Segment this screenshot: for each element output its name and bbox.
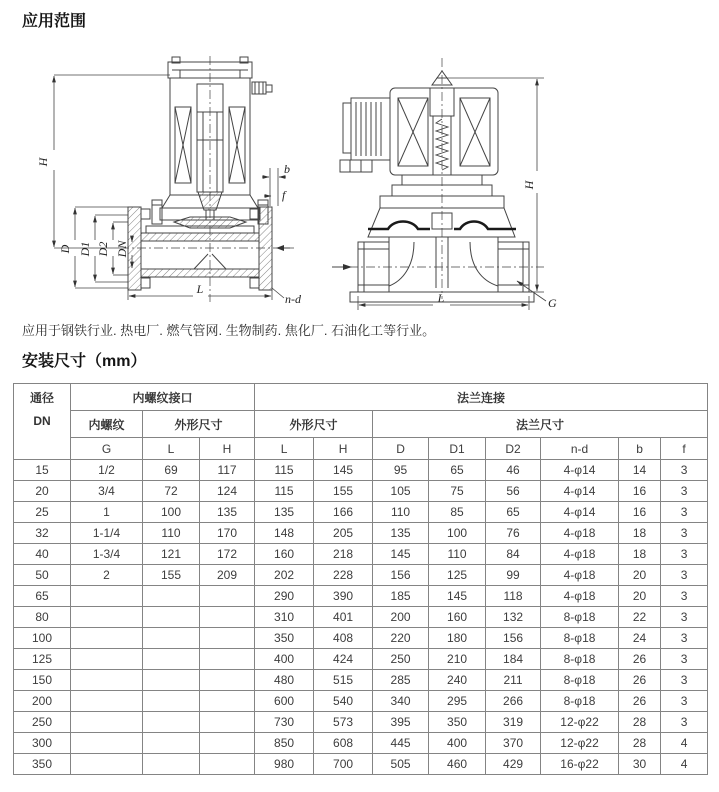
table-cell (200, 649, 255, 670)
table-cell: 1-1/4 (71, 523, 143, 544)
table-cell (71, 649, 143, 670)
table-cell: 30 (619, 754, 661, 775)
coil-connector (252, 82, 272, 94)
table-cell: 20 (619, 565, 661, 586)
table-row (14, 481, 708, 502)
table-cell: 1 (71, 502, 143, 523)
table-cell: 350 (255, 628, 314, 649)
table-cell: 170 (200, 523, 255, 544)
table-cell: 4 (661, 754, 708, 775)
header-flange-size: 法兰尺寸 (373, 411, 708, 438)
col-G: G (71, 438, 143, 460)
col-D2: D2 (486, 438, 541, 460)
table-cell: 172 (200, 544, 255, 565)
table-cell: 220 (373, 628, 429, 649)
table-cell: 95 (373, 460, 429, 481)
table-cell: 3 (661, 481, 708, 502)
table-cell: 1/2 (71, 460, 143, 481)
section-title-application-range: 应用范围 (22, 13, 87, 30)
table-cell: 390 (314, 586, 373, 607)
table-cell (200, 733, 255, 754)
table-cell: 100 (143, 502, 200, 523)
table-cell: 211 (486, 670, 541, 691)
section-title-install-dimensions: 安装尺寸（mm） (22, 353, 147, 370)
table-cell: 4-φ18 (541, 544, 619, 565)
table-cell: 460 (429, 754, 486, 775)
table-cell: 573 (314, 712, 373, 733)
table-cell: 115 (255, 460, 314, 481)
table-cell: 200 (373, 607, 429, 628)
table-cell: 166 (314, 502, 373, 523)
table-cell (71, 691, 143, 712)
table-cell: 250 (14, 712, 71, 733)
table-cell: 3 (661, 691, 708, 712)
table-cell: 429 (486, 754, 541, 775)
header-flange-outline: 外形尺寸 (255, 411, 373, 438)
dimensions-table (13, 383, 708, 775)
table-cell (71, 628, 143, 649)
table-cell: 205 (314, 523, 373, 544)
dim-label-D2: D2 (96, 241, 110, 257)
table-cell (200, 586, 255, 607)
table-cell: 4-φ18 (541, 523, 619, 544)
table-cell: 608 (314, 733, 373, 754)
table-cell: 135 (200, 502, 255, 523)
table-cell: 20 (14, 481, 71, 502)
table-cell: 218 (314, 544, 373, 565)
table-cell: 24 (619, 628, 661, 649)
table-cell: 1-3/4 (71, 544, 143, 565)
table-cell: 40 (14, 544, 71, 565)
flanged-valve-drawing (28, 50, 320, 316)
dim-label-b: b (284, 162, 290, 176)
table-cell: 85 (429, 502, 486, 523)
table-cell (71, 733, 143, 754)
table-cell (143, 670, 200, 691)
table-cell: 3 (661, 460, 708, 481)
table-cell: 3 (661, 628, 708, 649)
dim-label-L: L (437, 291, 445, 305)
table-cell (143, 712, 200, 733)
table-cell: 290 (255, 586, 314, 607)
dim-label-f: f (282, 188, 286, 202)
solenoid-coil (390, 88, 498, 175)
table-cell: 65 (429, 460, 486, 481)
table-cell: 118 (486, 586, 541, 607)
table-cell: 84 (486, 544, 541, 565)
col-f: f (661, 438, 708, 460)
table-cell: 20 (619, 586, 661, 607)
table-row (14, 712, 708, 733)
table-cell: 3 (661, 670, 708, 691)
table-cell: 72 (143, 481, 200, 502)
table-cell: 4-φ14 (541, 481, 619, 502)
table-cell: 285 (373, 670, 429, 691)
table-cell: 250 (373, 649, 429, 670)
header-dn-line2: DN (33, 414, 51, 428)
dim-label-G: G (548, 296, 557, 310)
table-cell: 185 (373, 586, 429, 607)
header-dn-line1: 通径 (29, 391, 54, 405)
table-row (14, 523, 708, 544)
col-D: D (373, 438, 429, 460)
table-cell: 26 (619, 670, 661, 691)
table-cell: 135 (255, 502, 314, 523)
dim-label-DN: DN (115, 240, 129, 258)
table-cell: 32 (14, 523, 71, 544)
table-cell: 210 (429, 649, 486, 670)
table-cell: 310 (255, 607, 314, 628)
col-nd: n-d (541, 438, 619, 460)
table-row (14, 733, 708, 754)
table-cell: 16 (619, 481, 661, 502)
table-cell: 350 (429, 712, 486, 733)
table-cell: 160 (429, 607, 486, 628)
table-cell: 56 (486, 481, 541, 502)
table-cell (200, 691, 255, 712)
table-cell: 46 (486, 460, 541, 481)
nd-leader (272, 288, 284, 298)
table-cell: 110 (373, 502, 429, 523)
table-cell: 28 (619, 733, 661, 754)
table-row (14, 586, 708, 607)
table-cell: 4-φ14 (541, 502, 619, 523)
header-flange-group: 法兰连接 (255, 384, 708, 411)
table-cell: 148 (255, 523, 314, 544)
table-cell (200, 670, 255, 691)
table-cell: 156 (373, 565, 429, 586)
table-cell: 400 (255, 649, 314, 670)
table-cell: 4-φ18 (541, 565, 619, 586)
table-cell: 80 (14, 607, 71, 628)
table-row (14, 670, 708, 691)
table-cell: 3 (661, 607, 708, 628)
table-cell (71, 586, 143, 607)
table-cell: 228 (314, 565, 373, 586)
table-cell: 15 (14, 460, 71, 481)
col-L-thread: L (143, 438, 200, 460)
table-cell: 184 (486, 649, 541, 670)
table-cell: 22 (619, 607, 661, 628)
table-cell (143, 691, 200, 712)
table-cell: 76 (486, 523, 541, 544)
table-cell (200, 628, 255, 649)
col-D1: D1 (429, 438, 486, 460)
table-row (14, 628, 708, 649)
table-cell: 202 (255, 565, 314, 586)
coil-connector (340, 98, 390, 172)
table-cell: 160 (255, 544, 314, 565)
header-thread-group: 内螺纹接口 (71, 384, 255, 411)
table-cell: 50 (14, 565, 71, 586)
table-cell: 12-φ22 (541, 733, 619, 754)
table-cell: 121 (143, 544, 200, 565)
dim-label-H: H (36, 157, 50, 167)
table-row (14, 502, 708, 523)
header-dn (14, 384, 71, 460)
table-cell: 408 (314, 628, 373, 649)
table-cell: 26 (619, 649, 661, 670)
table-cell: 115 (255, 481, 314, 502)
plunger (198, 192, 222, 210)
table-cell: 400 (429, 733, 486, 754)
table-cell (71, 670, 143, 691)
table-cell: 132 (486, 607, 541, 628)
table-cell: 266 (486, 691, 541, 712)
dim-label-D: D (58, 244, 72, 254)
table-cell: 16-φ22 (541, 754, 619, 775)
table-cell: 980 (255, 754, 314, 775)
table-cell (71, 607, 143, 628)
table-cell: 99 (486, 565, 541, 586)
table-cell (200, 712, 255, 733)
table-cell (200, 607, 255, 628)
table-cell: 110 (143, 523, 200, 544)
col-H-flange: H (314, 438, 373, 460)
table-cell: 480 (255, 670, 314, 691)
table-cell: 4-φ18 (541, 586, 619, 607)
table-cell: 401 (314, 607, 373, 628)
table-cell: 65 (486, 502, 541, 523)
table-cell: 25 (14, 502, 71, 523)
table-cell: 75 (429, 481, 486, 502)
table-cell: 145 (373, 544, 429, 565)
table-cell: 3 (661, 523, 708, 544)
flow-arrow (276, 245, 290, 251)
table-cell: 3 (661, 586, 708, 607)
table-cell: 69 (143, 460, 200, 481)
header-thread-outline: 外形尺寸 (143, 411, 255, 438)
table-cell: 850 (255, 733, 314, 754)
dim-label-nd: n-d (285, 292, 301, 306)
table-cell: 319 (486, 712, 541, 733)
diaphragm (368, 222, 516, 230)
table-row (14, 691, 708, 712)
table-cell: 3/4 (71, 481, 143, 502)
table-row (14, 754, 708, 775)
table-cell (71, 712, 143, 733)
table-row (14, 607, 708, 628)
table-cell: 209 (200, 565, 255, 586)
table-cell (200, 754, 255, 775)
table-cell: 700 (314, 754, 373, 775)
table-cell: 155 (314, 481, 373, 502)
table-cell: 600 (255, 691, 314, 712)
table-cell: 3 (661, 649, 708, 670)
table-cell (143, 649, 200, 670)
table-cell: 3 (661, 712, 708, 733)
table-cell: 3 (661, 502, 708, 523)
table-cell: 240 (429, 670, 486, 691)
application-description: 应用于钢铁行业. 热电厂. 燃气管网. 生物制药. 焦化厂. 石油化工等行业。 (22, 323, 436, 338)
table-cell: 100 (429, 523, 486, 544)
table-cell: 295 (429, 691, 486, 712)
table-cell (143, 628, 200, 649)
header-thread-sub: 内螺纹 (71, 411, 143, 438)
table-cell: 4 (661, 733, 708, 754)
table-cell: 117 (200, 460, 255, 481)
table-cell: 8-φ18 (541, 628, 619, 649)
table-cell: 14 (619, 460, 661, 481)
table-cell: 340 (373, 691, 429, 712)
dim-label-H: H (522, 180, 536, 190)
table-cell: 8-φ18 (541, 691, 619, 712)
table-cell: 18 (619, 544, 661, 565)
table-cell: 200 (14, 691, 71, 712)
dim-label-L: L (196, 282, 204, 296)
table-cell: 4-φ14 (541, 460, 619, 481)
table-cell: 8-φ18 (541, 670, 619, 691)
table-row (14, 565, 708, 586)
dim-H (54, 75, 170, 248)
table-cell (71, 754, 143, 775)
threaded-valve-drawing (330, 53, 570, 315)
table-cell: 65 (14, 586, 71, 607)
table-cell (143, 733, 200, 754)
col-b: b (619, 438, 661, 460)
table-cell: 12-φ22 (541, 712, 619, 733)
table-cell: 2 (71, 565, 143, 586)
table-cell: 150 (14, 670, 71, 691)
table-cell: 145 (429, 586, 486, 607)
col-L-flange: L (255, 438, 314, 460)
table-cell: 125 (14, 649, 71, 670)
table-cell: 16 (619, 502, 661, 523)
table-row (14, 460, 708, 481)
table-cell (143, 586, 200, 607)
table-cell: 730 (255, 712, 314, 733)
table-cell: 300 (14, 733, 71, 754)
table-cell: 8-φ18 (541, 649, 619, 670)
table-cell: 3 (661, 544, 708, 565)
table-cell: 156 (486, 628, 541, 649)
table-cell: 424 (314, 649, 373, 670)
table-cell: 445 (373, 733, 429, 754)
table-cell: 350 (14, 754, 71, 775)
flow-arrow (332, 264, 352, 270)
table-cell: 515 (314, 670, 373, 691)
table-cell: 18 (619, 523, 661, 544)
table-cell: 124 (200, 481, 255, 502)
table-cell: 125 (429, 565, 486, 586)
col-H-thread: H (200, 438, 255, 460)
table-cell: 540 (314, 691, 373, 712)
table-cell: 505 (373, 754, 429, 775)
table-cell: 100 (14, 628, 71, 649)
G-leader (517, 281, 546, 301)
table-cell: 26 (619, 691, 661, 712)
table-cell: 370 (486, 733, 541, 754)
table-cell (143, 607, 200, 628)
table-cell (143, 754, 200, 775)
table-cell: 8-φ18 (541, 607, 619, 628)
table-cell: 110 (429, 544, 486, 565)
table-cell: 105 (373, 481, 429, 502)
table-row (14, 649, 708, 670)
table-cell: 155 (143, 565, 200, 586)
table-cell: 3 (661, 565, 708, 586)
table-row (14, 544, 708, 565)
table-cell: 135 (373, 523, 429, 544)
table-cell: 180 (429, 628, 486, 649)
table-body (14, 460, 708, 775)
table-cell: 145 (314, 460, 373, 481)
table-cell: 28 (619, 712, 661, 733)
dim-label-D1: D1 (78, 241, 92, 257)
table-cell: 395 (373, 712, 429, 733)
